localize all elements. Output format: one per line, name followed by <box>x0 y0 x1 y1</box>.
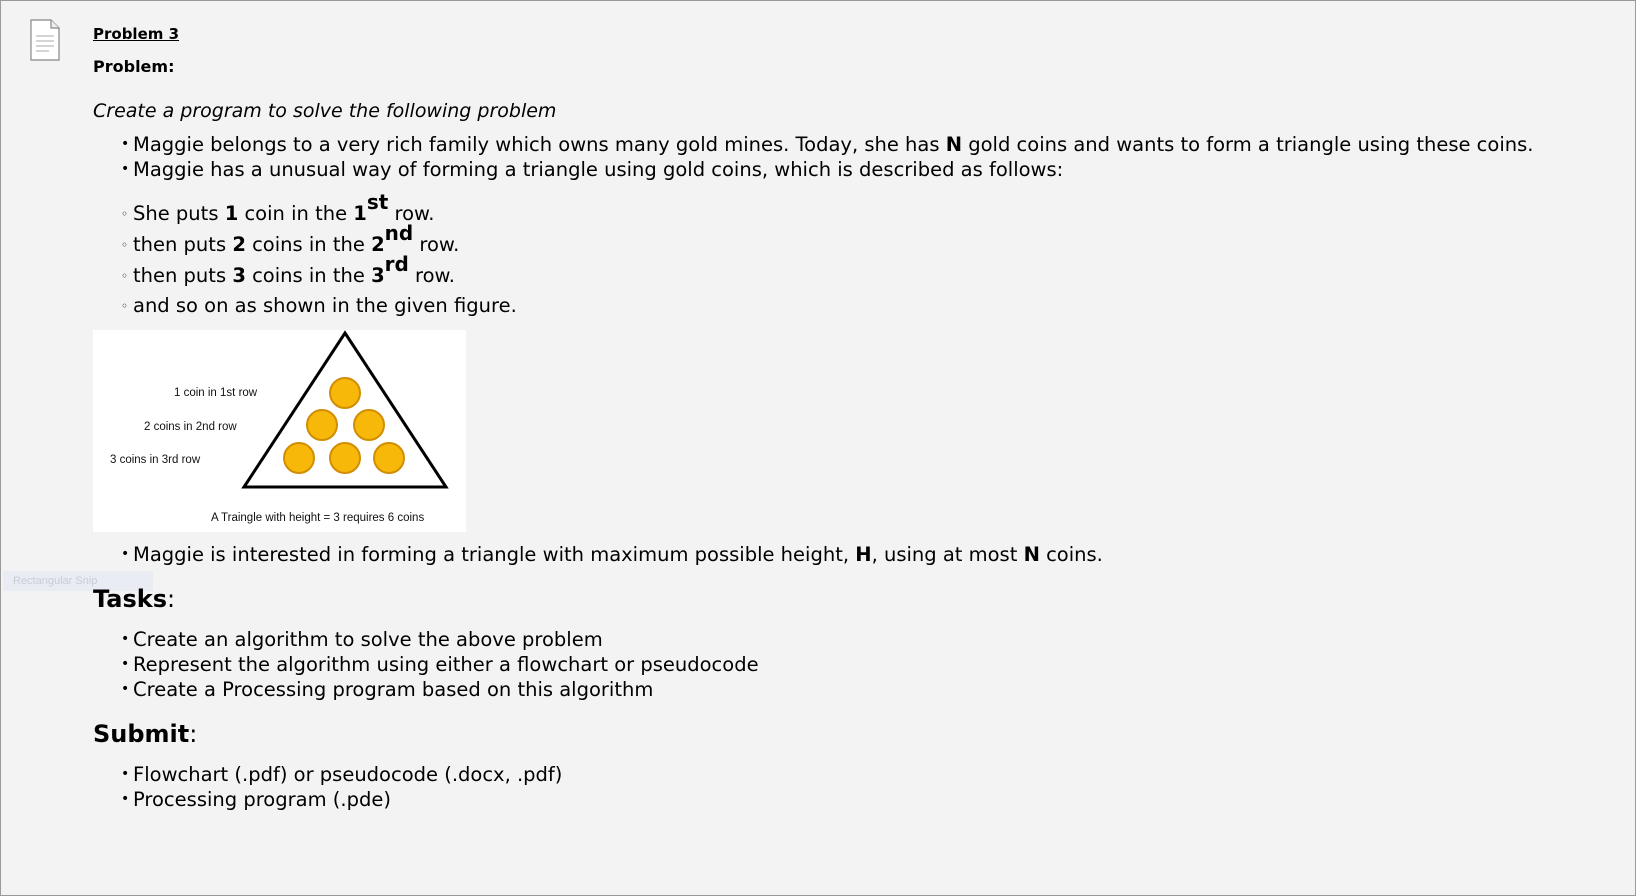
coin <box>330 443 360 473</box>
rule-text: row. <box>413 233 460 256</box>
problem-title-link[interactable]: Problem 3 <box>93 25 180 43</box>
rule-count: 2 <box>232 233 246 256</box>
coin <box>330 378 360 408</box>
rule-text: coin in the <box>238 202 354 225</box>
rule-ordinal-suffix: nd <box>384 220 414 245</box>
rectangular-snip-overlay: Rectangular Snip <box>3 571 153 591</box>
rule-count: 1 <box>224 202 239 225</box>
bullet-coins <box>133 132 1593 157</box>
row-rule-2 <box>133 220 1593 260</box>
rule-ordinal: 2 <box>371 233 385 256</box>
tasks-list <box>93 627 1593 702</box>
row-rules <box>93 189 1593 318</box>
rule-count: 3 <box>232 264 246 287</box>
var-n: N <box>945 133 963 156</box>
tasks-heading <box>93 585 1593 613</box>
rule-text: coins in the <box>245 233 372 256</box>
rule-text: She puts <box>133 202 225 225</box>
figure-label-row2: 2 coins in 2nd row <box>144 421 237 433</box>
bullet-text: Maggie has a unusual way of forming a triangle using gold coins, which is described as follows: <box>133 158 1064 181</box>
coin <box>354 410 384 440</box>
task-item: • Create a Processing program based on this algorithm <box>133 677 1593 702</box>
bullet-text: Maggie belongs to a very rich family which owns many gold mines. Today, she has <box>133 133 946 156</box>
bullet-text: coins. <box>1039 543 1103 566</box>
row-rule-3 <box>133 251 1593 291</box>
row-rule-1 <box>133 189 1593 229</box>
document-content <box>93 21 1593 812</box>
rule-text: row. <box>408 264 455 287</box>
rule-ordinal-suffix: st <box>366 189 389 214</box>
figure-caption: A Traingle with height = 3 requires 6 coins <box>211 512 425 524</box>
bullet-text: , using at most <box>871 543 1024 566</box>
bullet-text: Maggie is interested in forming a triangle with maximum possible height, <box>133 543 856 566</box>
rule-ordinal: 3 <box>371 264 385 287</box>
bullet-method <box>133 157 1593 182</box>
coin-triangle-figure <box>93 330 466 532</box>
rule-text: row. <box>388 202 435 225</box>
submit-heading <box>93 720 1593 748</box>
rule-text: coins in the <box>245 264 372 287</box>
row-rule-etc: ◦ and so on as shown in the given figure. <box>133 293 1593 318</box>
rule-ordinal: 1 <box>353 202 367 225</box>
bullet-goal <box>133 542 1593 567</box>
submit-list <box>93 762 1593 812</box>
document-icon[interactable] <box>29 19 61 61</box>
submit-item: • Processing program (.pde) <box>133 787 1593 812</box>
var-h: H <box>855 543 872 566</box>
rule-text: then puts <box>133 233 233 256</box>
heading-colon: : <box>189 720 198 748</box>
submit-item: • Flowchart (.pdf) or pseudocode (.docx, .pdf) <box>133 762 1593 787</box>
submit-heading-text: Submit <box>93 720 190 748</box>
var-n: N <box>1023 543 1040 566</box>
problem-label: Problem: <box>93 57 175 76</box>
problem-bullets <box>93 132 1593 182</box>
goal-bullets <box>93 542 1593 567</box>
heading-colon: : <box>167 585 176 613</box>
rule-ordinal-suffix: rd <box>384 251 409 276</box>
task-item: • Create an algorithm to solve the above problem <box>133 627 1593 652</box>
figure-label-row1: 1 coin in 1st row <box>174 387 258 399</box>
task-item: • Represent the algorithm using either a flowchart or pseudocode <box>133 652 1593 677</box>
coin <box>284 443 314 473</box>
tasks-heading-text: Tasks <box>93 585 168 613</box>
coin <box>307 410 337 440</box>
figure-label-row3: 3 coins in 3rd row <box>110 454 201 466</box>
problem-intro: Create a program to solve the following problem <box>93 100 557 122</box>
bullet-text: gold coins and wants to form a triangle using these coins. <box>962 133 1534 156</box>
rule-text: then puts <box>133 264 233 287</box>
coin <box>374 443 404 473</box>
